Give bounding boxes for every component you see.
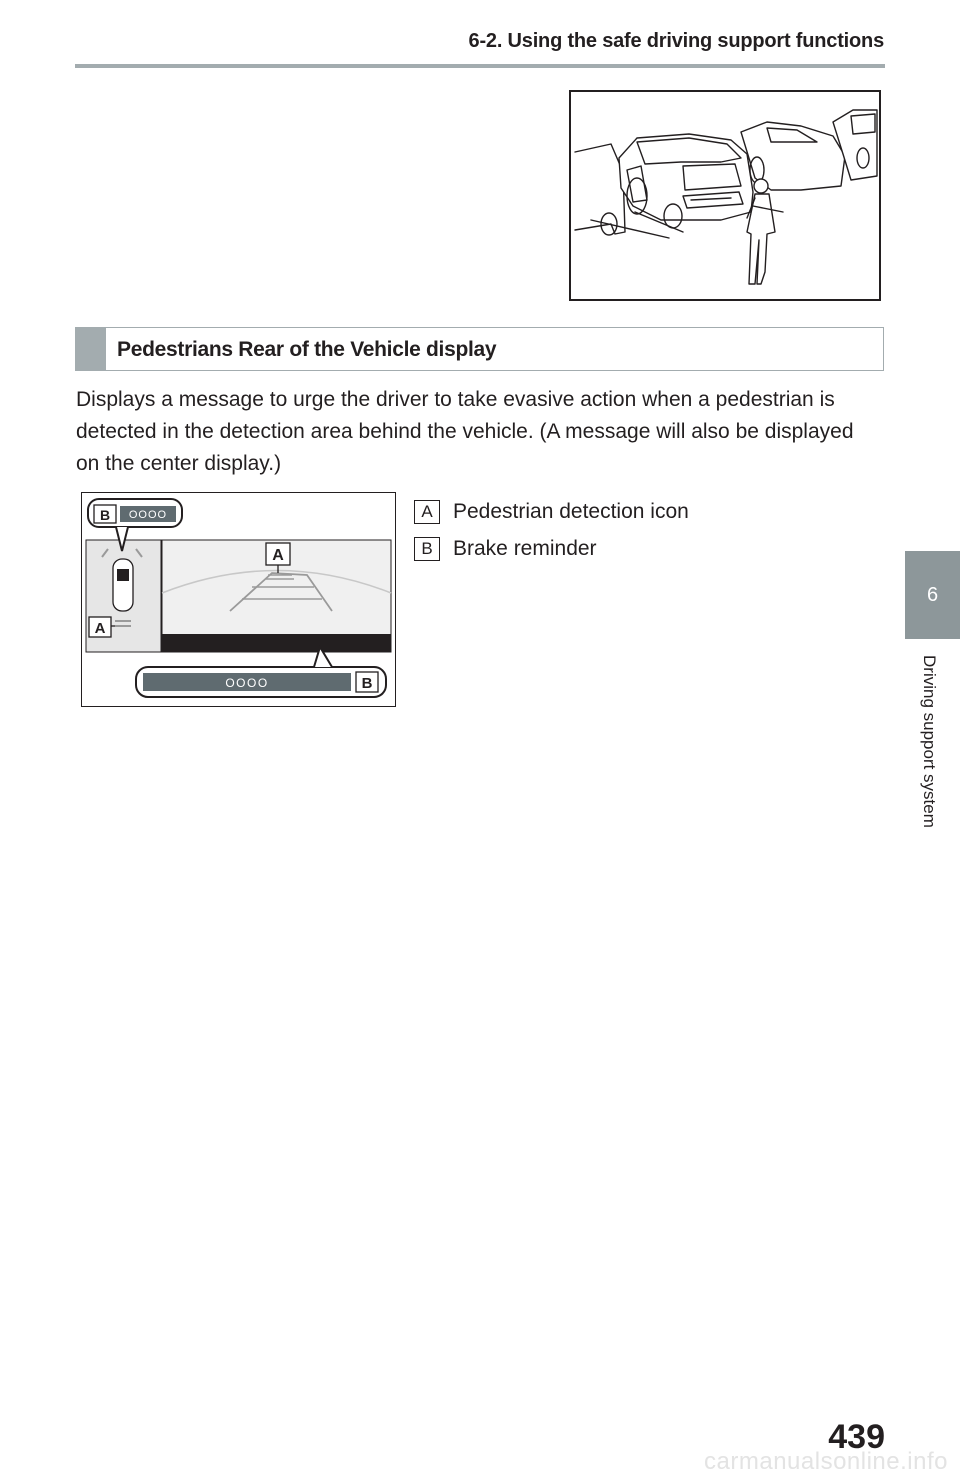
body-paragraph: Displays a message to urge the driver to take evasive action when a pedestrian is detected in the detection area behind the vehicle. (A message will also be displayed on the center display.) (76, 388, 854, 475)
chapter-tab[interactable]: 6 (905, 551, 960, 639)
legend-key: B (414, 537, 440, 561)
vehicle-icon (113, 559, 133, 611)
section-heading-accent (76, 328, 106, 370)
legend-label: Pedestrian detection icon (453, 500, 689, 523)
watermark: carmanualsonline.info (704, 1448, 948, 1475)
callout-b-top-label: B (99, 507, 111, 523)
legend-key: A (414, 500, 440, 524)
chapter-title-text: Driving support system (920, 655, 939, 828)
legend-item (414, 494, 689, 530)
left-car-outline (575, 144, 625, 234)
pedestrian-head (754, 179, 768, 193)
vehicle-icon-window (117, 569, 129, 581)
legend-label: Brake reminder (453, 537, 597, 560)
running-header: 6-2. Using the safe driving support functions (468, 30, 884, 52)
callout-legend (414, 494, 689, 568)
pedestrian-rear-illustration (569, 90, 881, 301)
parking-scene-drawing (571, 92, 879, 299)
section-heading (75, 327, 884, 371)
callout-a-top-label: A (272, 547, 284, 564)
display-illustration (81, 492, 396, 707)
chapter-title-vertical (915, 655, 943, 855)
display-screen-drawing (82, 493, 394, 705)
meter-message-text: OOOO (128, 509, 168, 521)
callout-b-bottom-label: B (361, 675, 373, 692)
section-title: Pedestrians Rear of the Vehicle display (117, 338, 497, 361)
center-display-message-text: OOOO (225, 676, 269, 690)
callout-a-left-label: A (94, 620, 106, 637)
page-number: 439 (828, 1418, 885, 1456)
legend-item (414, 531, 689, 567)
camera-view-bottom-band (162, 634, 391, 652)
header-divider (75, 64, 885, 68)
parking-line (591, 220, 669, 238)
